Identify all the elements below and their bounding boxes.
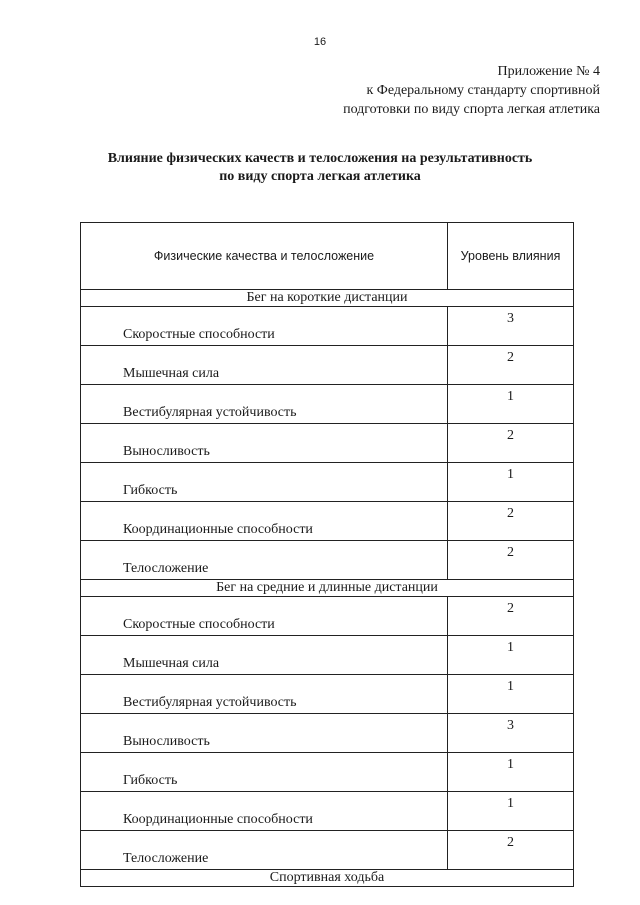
level-cell: 1	[448, 675, 574, 714]
appendix-line-1: Приложение № 4	[497, 64, 600, 79]
level-cell: 2	[448, 831, 574, 870]
quality-cell: Координационные способности	[81, 792, 448, 831]
section-row	[81, 290, 574, 307]
section-title: Бег на короткие дистанции	[81, 290, 574, 307]
quality-cell: Скоростные способности	[81, 307, 448, 346]
section-title: Спортивная ходьба	[81, 870, 574, 887]
level-cell: 2	[448, 502, 574, 541]
appendix-line-3: подготовки по виду спорта легкая атлетика	[343, 102, 600, 117]
quality-cell: Координационные способности	[81, 502, 448, 541]
influence-table	[80, 222, 574, 887]
level-cell: 1	[448, 463, 574, 502]
table-row	[81, 597, 574, 636]
level-cell: 2	[448, 346, 574, 385]
section-row	[81, 580, 574, 597]
table-row	[81, 502, 574, 541]
quality-cell: Гибкость	[81, 463, 448, 502]
level-cell: 2	[448, 597, 574, 636]
table-row	[81, 792, 574, 831]
appendix-header	[343, 62, 600, 119]
title-line-2: по виду спорта легкая атлетика	[219, 169, 421, 184]
page-number: 16	[313, 36, 327, 48]
section-title: Бег на средние и длинные дистанции	[81, 580, 574, 597]
table-row	[81, 307, 574, 346]
level-cell: 3	[448, 307, 574, 346]
quality-cell: Вестибулярная устойчивость	[81, 675, 448, 714]
table-row	[81, 636, 574, 675]
quality-cell: Телосложение	[81, 541, 448, 580]
table-row	[81, 831, 574, 870]
level-cell: 3	[448, 714, 574, 753]
title-line-1: Влияние физических качеств и телосложения на результативность	[107, 151, 533, 166]
table-row	[81, 753, 574, 792]
appendix-line-2: к Федеральному стандарту спортивной	[366, 83, 600, 98]
quality-cell: Телосложение	[81, 831, 448, 870]
quality-cell: Мышечная сила	[81, 346, 448, 385]
quality-cell: Выносливость	[81, 714, 448, 753]
document-title	[60, 150, 580, 186]
level-cell: 1	[448, 385, 574, 424]
column-header-level: Уровень влияния	[448, 223, 574, 290]
table-row	[81, 675, 574, 714]
section-row	[81, 870, 574, 887]
column-header-quality: Физические качества и телосложение	[81, 223, 448, 290]
table-row	[81, 714, 574, 753]
level-cell: 2	[448, 424, 574, 463]
level-cell: 1	[448, 636, 574, 675]
level-cell: 2	[448, 541, 574, 580]
table-row	[81, 541, 574, 580]
quality-cell: Вестибулярная устойчивость	[81, 385, 448, 424]
table-row	[81, 463, 574, 502]
level-cell: 1	[448, 792, 574, 831]
table-row	[81, 346, 574, 385]
quality-cell: Скоростные способности	[81, 597, 448, 636]
quality-cell: Гибкость	[81, 753, 448, 792]
level-cell: 1	[448, 753, 574, 792]
quality-cell: Мышечная сила	[81, 636, 448, 675]
quality-cell: Выносливость	[81, 424, 448, 463]
table-row	[81, 385, 574, 424]
table-row	[81, 424, 574, 463]
table-header-row	[81, 223, 574, 290]
